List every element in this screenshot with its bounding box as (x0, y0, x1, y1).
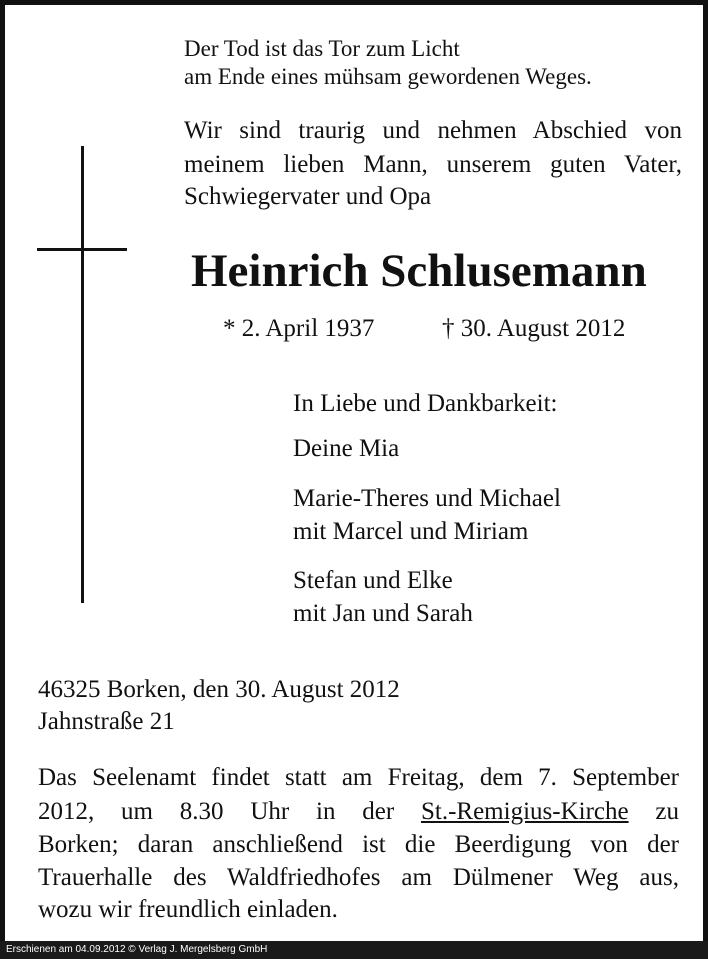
motto-line-2: am Ende eines mühsam gewordenen Weges. (184, 64, 592, 89)
publication-footer: Erschienen am 04.09.2012 © Verlag J. Mergelsberg GmbH (0, 941, 708, 959)
service-time-text: 2012, um 8.30 Uhr in der (38, 798, 395, 825)
church-link[interactable]: St.-Remigius-Kirche (420, 798, 629, 825)
intro-line-2: meinem lieben Mann, unserem guten Vater, (184, 151, 682, 178)
intro-line-3: Schwiegervater und Opa (184, 183, 432, 210)
mourner-family-2-line-1: Stefan und Elke (293, 567, 453, 594)
death-date: † 30. August 2012 (442, 315, 626, 342)
deceased-name: Heinrich Schlusemann (191, 245, 647, 297)
service-line-4: Trauerhalle des Waldfriedhofes am Dülmener Weg aus, (38, 864, 679, 891)
address-line-2: Jahnstraße 21 (38, 708, 175, 735)
motto-line-1: Der Tod ist das Tor zum Licht (184, 36, 460, 61)
cross-icon (81, 146, 84, 603)
service-line-1: Das Seelenamt findet statt am Freitag, dem 7. September (38, 764, 679, 791)
mourner-family-1-line-2: mit Marcel und Miriam (293, 518, 529, 545)
mourner-family-2-line-2: mit Jan und Sarah (293, 600, 473, 627)
birth-date: * 2. April 1937 (223, 315, 375, 342)
mourners-heading: In Liebe und Dankbarkeit: (293, 390, 558, 417)
mourner-family-1-line-1: Marie-Theres und Michael (293, 485, 561, 512)
intro-line-1: Wir sind traurig und nehmen Abschied von (184, 117, 682, 144)
cross-icon-bar (37, 248, 127, 251)
service-line-3: Borken; daran anschließend ist die Beerdigung von der (38, 831, 679, 858)
service-line-2 (38, 795, 679, 829)
service-line-5: wozu wir freundlich einladen. (38, 896, 338, 923)
service-location-text: zu (655, 798, 679, 825)
address-line-1: 46325 Borken, den 30. August 2012 (38, 676, 400, 703)
mourner-spouse: Deine Mia (293, 435, 400, 462)
